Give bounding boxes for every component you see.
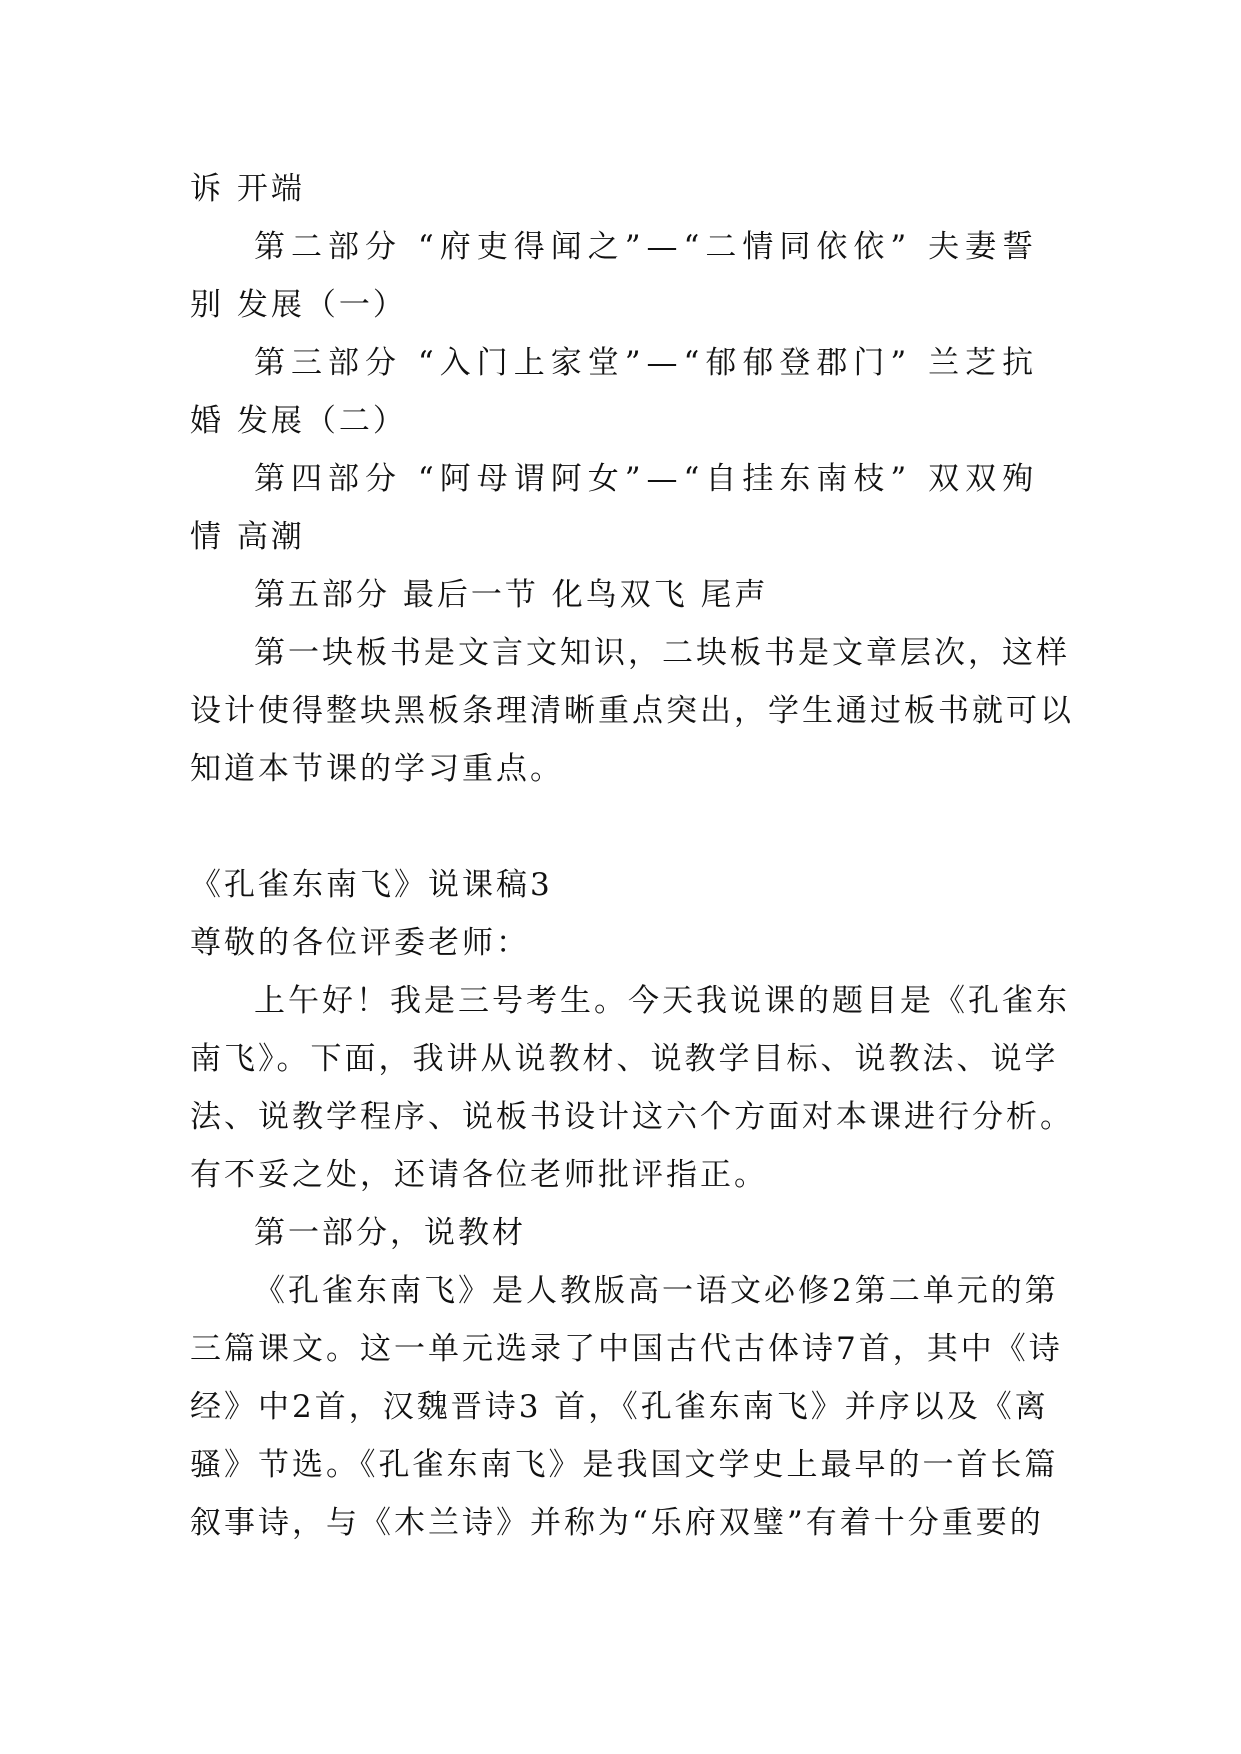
text-line: 骚》节选。《孔雀东南飞》是我国文学史上最早的一首长篇 xyxy=(190,1447,1059,1483)
text-line: 三篇课文。这一单元选录了中国古代古体诗7首，其中《诗 xyxy=(190,1331,1063,1367)
text-line: 第四部分 “阿母谓阿女”—“自挂东南枝” 双双殉 xyxy=(254,461,1040,497)
text-line: 第二部分 “府吏得闻之”—“二情同依依” 夫妻誓 xyxy=(254,229,1040,265)
text-line: 情 高潮 xyxy=(190,519,305,555)
text-line: 上午好！我是三号考生。今天我说课的题目是《孔雀东 xyxy=(254,983,1070,1019)
text-line: 经》中2首，汉魏晋诗3 首，《孔雀东南飞》并序以及《离 xyxy=(190,1389,1049,1425)
text-line: 设计使得整块黑板条理清晰重点突出，学生通过板书就可以 xyxy=(190,693,1074,729)
section-title: 《孔雀东南飞》说课稿3 xyxy=(190,867,553,903)
spacer xyxy=(190,798,1060,856)
subheading: 第一部分，说教材 xyxy=(254,1215,526,1251)
text-line: 知道本节课的学习重点。 xyxy=(190,751,564,787)
text-line: 第三部分 “入门上家堂”—“郁郁登郡门” 兰芝抗 xyxy=(254,345,1040,381)
text-line: 有不妥之处，还请各位老师批评指正。 xyxy=(190,1157,768,1193)
salutation: 尊敬的各位评委老师： xyxy=(190,925,530,961)
text-line: 诉 开端 xyxy=(190,171,305,207)
text-line: 别 发展（一） xyxy=(190,287,407,323)
text-line: 婚 发展（二） xyxy=(190,403,407,439)
text-line: 法、说教学程序、说板书设计这六个方面对本课进行分析。 xyxy=(190,1099,1074,1135)
document-body xyxy=(190,160,1074,1552)
text-line: 《孔雀东南飞》是人教版高一语文必修2第二单元的第 xyxy=(254,1273,1059,1309)
text-line: 第一块板书是文言文知识，二块板书是文章层次，这样 xyxy=(254,635,1070,671)
text-line: 叙事诗，与《木兰诗》并称为“乐府双璧”有着十分重要的 xyxy=(190,1505,1044,1541)
text-line: 南飞》。下面，我讲从说教材、说教学目标、说教法、说学 xyxy=(190,1041,1059,1077)
text-line: 第五部分 最后一节 化鸟双飞 尾声 xyxy=(254,577,769,613)
